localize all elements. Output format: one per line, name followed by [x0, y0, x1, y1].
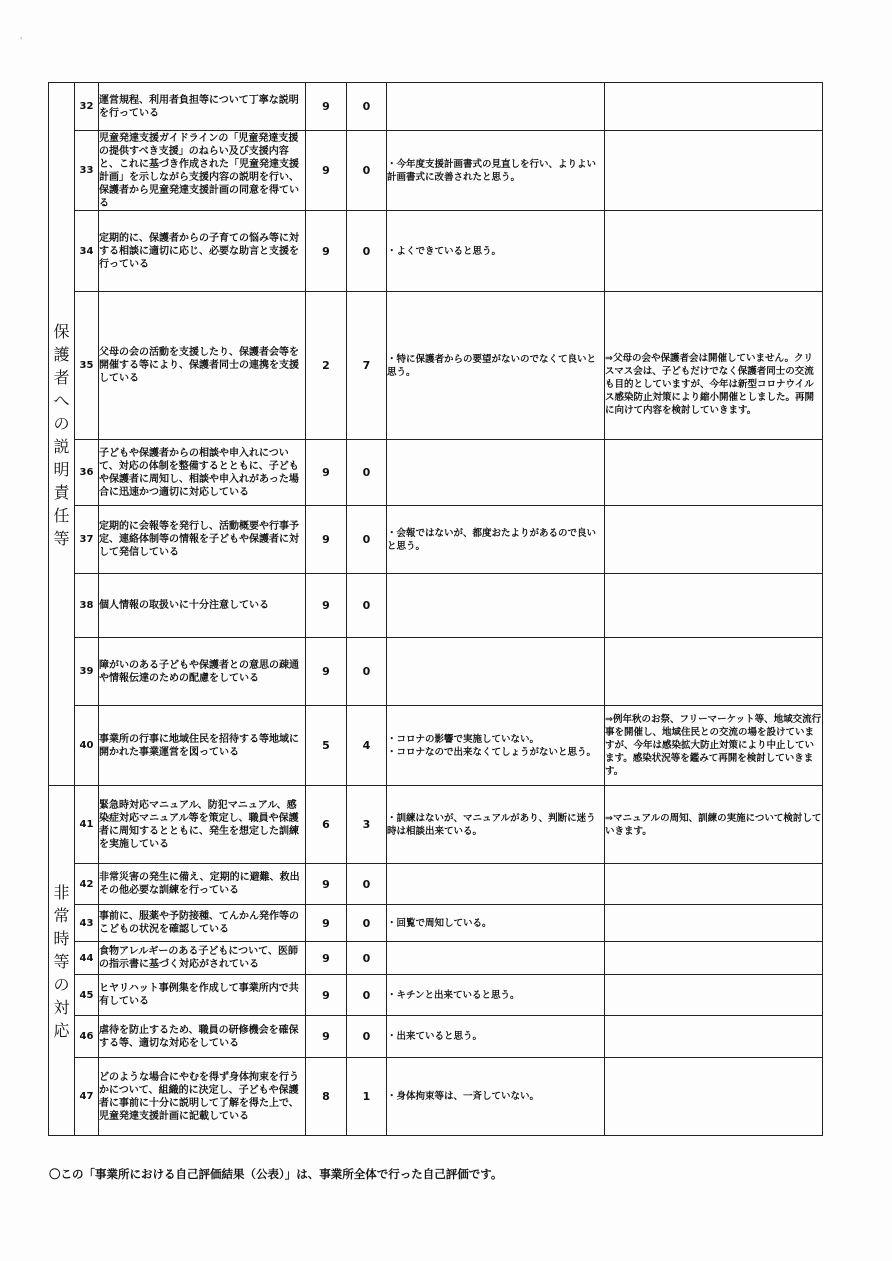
- table-row: [49, 83, 823, 131]
- comment-cell: [387, 905, 605, 942]
- table-row: [49, 440, 823, 506]
- improvement-cell: [605, 864, 823, 905]
- yes-count: 9: [306, 83, 347, 131]
- comment-cell: [387, 506, 605, 574]
- section-label: 非常時等の対応: [53, 883, 70, 1040]
- no-count: 4: [347, 706, 387, 786]
- item-number: 41: [75, 786, 99, 864]
- yes-count: 9: [306, 211, 347, 292]
- no-count: 0: [347, 864, 387, 905]
- yes-count: 9: [306, 975, 347, 1016]
- improvement-cell: [605, 706, 823, 786]
- item-number: 32: [75, 83, 99, 131]
- improvement-line: ⇒マニュアルの周知、訓練の実施について検討していきます。: [605, 812, 822, 837]
- no-count: 0: [347, 506, 387, 574]
- no-count: 0: [347, 638, 387, 706]
- no-count: 0: [347, 211, 387, 292]
- table-row: [49, 292, 823, 440]
- item-text: 食物アレルギーのある子どもについて、医師の指示書に基づく対応がされている: [99, 942, 306, 975]
- item-text: 障がいのある子どもや保護者との意思の疎通や情報伝達のための配慮をしている: [99, 638, 306, 706]
- no-count: 0: [347, 905, 387, 942]
- item-text: どのような場合にやむを得ず身体拘束を行うかについて、組織的に決定し、子どもや保護者に事前に十分に説明して了解を得た上で、児童発達支援計画に記載している: [99, 1058, 306, 1136]
- no-count: 0: [347, 131, 387, 211]
- item-number: 38: [75, 574, 99, 638]
- item-text: 定期的に会報等を発行し、活動概要や行事予定、連絡体制等の情報を子どもや保護者に対して発信している: [99, 506, 306, 574]
- section-label: 保護者への説明責任等: [53, 322, 70, 548]
- improvement-cell: [605, 1058, 823, 1136]
- no-count: 3: [347, 786, 387, 864]
- footer-note: 〇この「事業所における自己評価結果（公表）」は、事業所全体で行った自己評価です。: [49, 1167, 503, 1181]
- item-text: ヒヤリハット事例集を作成して事業所内で共有している: [99, 975, 306, 1016]
- comment-line: ・特に保護者からの要望がないのでなくて良いと思う。: [387, 353, 597, 378]
- table-row: [49, 1058, 823, 1136]
- comment-cell: [387, 440, 605, 506]
- improvement-cell: [605, 942, 823, 975]
- table-row: [49, 786, 823, 864]
- no-count: 0: [347, 440, 387, 506]
- improvement-line: ⇒父母の会や保護者会は開催していません。クリスマス会は、子どもだけでなく保護者同士の交流も目的としていますが、今年は新型コロナウイルス感染防止対策により縮小開催としました。再開に向けて内容を検討していきます。: [605, 353, 815, 416]
- item-number: 46: [75, 1016, 99, 1058]
- improvement-cell: [605, 975, 823, 1016]
- comment-cell: [387, 211, 605, 292]
- no-count: 0: [347, 975, 387, 1016]
- table-row: [49, 131, 823, 211]
- yes-count: 9: [306, 1016, 347, 1058]
- item-number: 47: [75, 1058, 99, 1136]
- improvement-cell: [605, 1016, 823, 1058]
- yes-count: 8: [306, 1058, 347, 1136]
- comment-cell: [387, 864, 605, 905]
- yes-count: 2: [306, 292, 347, 440]
- item-number: 33: [75, 131, 99, 211]
- self-evaluation-table: [48, 82, 823, 1136]
- item-text: 児童発達支援ガイドラインの「児童発達支援の提供すべき支援」のねらい及び支援内容と、これに基づき作成された「児童発達支援計画」を示しながら支援内容の説明を行い、保護者から児童発達支援計画の同意を得ている: [99, 131, 306, 211]
- improvement-cell: [605, 440, 823, 506]
- comment-cell: [387, 975, 605, 1016]
- table-row: [49, 211, 823, 292]
- item-text: 非常災害の発生に備え、定期的に避難、救出その他必要な訓練を行っている: [99, 864, 306, 905]
- comment-cell: [387, 638, 605, 706]
- yes-count: 9: [306, 942, 347, 975]
- table-row: [49, 1016, 823, 1058]
- yes-count: 9: [306, 574, 347, 638]
- item-number: 34: [75, 211, 99, 292]
- table-row: [49, 864, 823, 905]
- item-number: 37: [75, 506, 99, 574]
- item-number: 42: [75, 864, 99, 905]
- no-count: 0: [347, 942, 387, 975]
- comment-line: ・出来ていると思う。: [387, 1031, 483, 1042]
- improvement-cell: [605, 292, 823, 440]
- item-text: 事前に、服薬や予防接種、てんかん発作等のこどもの状況を確認している: [99, 905, 306, 942]
- yes-count: 9: [306, 864, 347, 905]
- section-cell: [49, 83, 75, 786]
- improvement-cell: [605, 506, 823, 574]
- comment-cell: [387, 131, 605, 211]
- item-text: 緊急時対応マニュアル、防犯マニュアル、感染症対応マニュアル等を策定し、職員や保護者に周知するとともに、発生を想定した訓練を実施している: [99, 786, 306, 864]
- yes-count: 5: [306, 706, 347, 786]
- yes-count: 9: [306, 905, 347, 942]
- comment-cell: [387, 292, 605, 440]
- yes-count: 9: [306, 440, 347, 506]
- comment-line: ・コロナなので出来なくてしょうがないと思う。: [387, 746, 597, 758]
- comment-line: ・身体拘束等は、一斉していない。: [387, 1091, 540, 1102]
- item-text: 父母の会の活動を支援したり、保護者会等を開催する等により、保護者同士の連携を支援している: [99, 292, 306, 440]
- table-row: [49, 905, 823, 942]
- improvement-cell: [605, 786, 823, 864]
- no-count: 0: [347, 83, 387, 131]
- item-text: 定期的に、保護者からの子育ての悩み等に対する相談に適切に応じ、必要な助言と支援を行っている: [99, 211, 306, 292]
- table-row: [49, 638, 823, 706]
- item-number: 35: [75, 292, 99, 440]
- improvement-cell: [605, 131, 823, 211]
- section-cell: [49, 786, 75, 1136]
- comment-cell: [387, 942, 605, 975]
- item-text: 個人情報の取扱いに十分注意している: [99, 574, 306, 638]
- no-count: 0: [347, 574, 387, 638]
- no-count: 1: [347, 1058, 387, 1136]
- comment-line: ・キチンと出来ていると思う。: [387, 989, 520, 1001]
- table-row: [49, 942, 823, 975]
- item-number: 43: [75, 905, 99, 942]
- item-text: 子どもや保護者からの相談や申入れについて、対応の体制を整備するとともに、子どもや保護者に周知し、相談や申入れがあった場合に迅速かつ適切に対応している: [99, 440, 306, 506]
- item-number: 36: [75, 440, 99, 506]
- improvement-line: ⇒例年秋のお祭、フリーマーケット等、地域交流行事を開催し、地域住民との交流の場を設けていますが、今年は感染拡大防止対策により中止しています。感染状況等を鑑みて再開を検討していきます。: [605, 714, 822, 777]
- comment-cell: [387, 574, 605, 638]
- table-row: [49, 706, 823, 786]
- page-mark: ': [20, 36, 23, 45]
- comment-line: ・今年度支援計画書式の見直しを行い、よりよい計画書式に改善されたと思う。: [387, 158, 597, 183]
- no-count: 7: [347, 292, 387, 440]
- comment-line: ・会報ではないが、都度おたよりがあるので良いと思う。: [387, 527, 597, 552]
- yes-count: 6: [306, 786, 347, 864]
- item-number: 40: [75, 706, 99, 786]
- item-number: 39: [75, 638, 99, 706]
- no-count: 0: [347, 1016, 387, 1058]
- improvement-cell: [605, 638, 823, 706]
- item-number: 45: [75, 975, 99, 1016]
- table-row: [49, 506, 823, 574]
- improvement-cell: [605, 211, 823, 292]
- item-text: 虐待を防止するため、職員の研修機会を確保する等、適切な対応をしている: [99, 1016, 306, 1058]
- comment-cell: [387, 1016, 605, 1058]
- yes-count: 9: [306, 506, 347, 574]
- improvement-cell: [605, 905, 823, 942]
- comment-line: ・コロナの影響で実施していない。: [387, 733, 540, 745]
- item-text: 事業所の行事に地域住民を招待する等地域に開かれた事業運営を図っている: [99, 706, 306, 786]
- table-row: [49, 975, 823, 1016]
- table-row: [49, 574, 823, 638]
- yes-count: 9: [306, 131, 347, 211]
- comment-line: ・訓練はないが、マニュアルがあり、判断に迷う時は相談出来ている。: [387, 812, 596, 837]
- comment-cell: [387, 83, 605, 131]
- comment-line: ・よくできていると思う。: [387, 245, 502, 257]
- item-number: 44: [75, 942, 99, 975]
- comment-cell: [387, 1058, 605, 1136]
- comment-cell: [387, 786, 605, 864]
- comment-cell: [387, 706, 605, 786]
- comment-line: ・回覧で周知している。: [387, 917, 492, 929]
- improvement-cell: [605, 574, 823, 638]
- yes-count: 9: [306, 638, 347, 706]
- improvement-cell: [605, 83, 823, 131]
- item-text: 運営規程、利用者負担等について丁寧な説明を行っている: [99, 83, 306, 131]
